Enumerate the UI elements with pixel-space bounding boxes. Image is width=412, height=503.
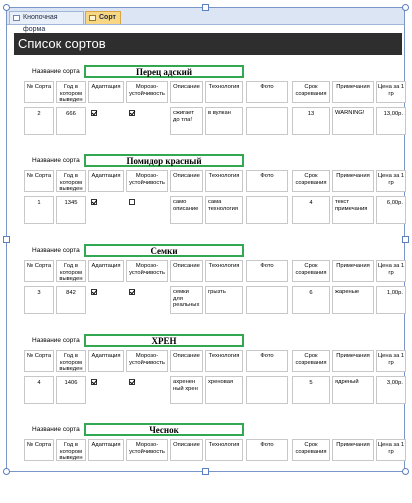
header-frost-resistance: Морозо-устойчивость xyxy=(126,439,168,461)
header-notes: Примечания xyxy=(332,260,374,282)
cell-adaptation xyxy=(88,286,124,314)
cell-ripening-period: 5 xyxy=(292,376,330,404)
name-label: Название сорта xyxy=(32,68,80,75)
header-description: Описание xyxy=(170,260,203,282)
record-section xyxy=(0,154,405,234)
header-sort-number: № Сорта xyxy=(24,170,54,192)
frost-resistance-checkbox[interactable] xyxy=(129,110,135,116)
name-label: Название сорта xyxy=(32,426,80,433)
cell-notes: жареные xyxy=(332,286,374,314)
record-section xyxy=(0,65,405,145)
cell-frost-resistance xyxy=(126,107,168,135)
cell-sort-number: 2 xyxy=(24,107,54,135)
header-price: Цена за 1 гр xyxy=(376,439,406,461)
header-year: Год в котором выведен xyxy=(56,260,86,282)
cell-photo xyxy=(246,286,288,314)
header-photo: Фото xyxy=(246,439,288,461)
header-notes: Примечания xyxy=(332,350,374,372)
header-technology: Технология xyxy=(205,439,243,461)
header-sort-number: № Сорта xyxy=(24,260,54,282)
adaptation-checkbox[interactable] xyxy=(91,199,97,205)
header-ripening-period: Срок созревания xyxy=(292,260,330,282)
cell-adaptation xyxy=(88,376,124,404)
record-section xyxy=(0,244,405,324)
cell-technology: в вулкан xyxy=(205,107,243,135)
cell-ripening-period: 6 xyxy=(292,286,330,314)
record-section xyxy=(0,423,405,503)
header-price: Цена за 1 гр xyxy=(376,260,406,282)
resize-handle-bottom-right[interactable] xyxy=(402,468,409,475)
cell-adaptation xyxy=(88,107,124,135)
header-adaptation: Адаптация xyxy=(88,81,124,103)
cell-year: 1406 xyxy=(56,376,86,404)
header-description: Описание xyxy=(170,81,203,103)
header-year: Год в котором выведен xyxy=(56,439,86,461)
header-technology: Технология xyxy=(205,350,243,372)
cell-description: ахренен ный хрен xyxy=(170,376,203,404)
frost-resistance-checkbox[interactable] xyxy=(129,199,135,205)
resize-handle-top-right[interactable] xyxy=(402,4,409,11)
resize-handle-right[interactable] xyxy=(402,236,409,243)
cell-notes: текст примечания xyxy=(332,196,374,224)
cell-description: семки для реальных xyxy=(170,286,203,314)
header-adaptation: Адаптация xyxy=(88,350,124,372)
frost-resistance-checkbox[interactable] xyxy=(129,379,135,385)
header-adaptation: Адаптация xyxy=(88,439,124,461)
name-label: Название сорта xyxy=(32,157,80,164)
cell-adaptation xyxy=(88,196,124,224)
header-technology: Технология xyxy=(205,170,243,192)
cell-price: 3,00р. xyxy=(376,376,406,404)
header-notes: Примечания xyxy=(332,81,374,103)
tab-sort-report[interactable] xyxy=(85,11,121,24)
tab-switchboard-form[interactable] xyxy=(9,11,84,33)
header-ripening-period: Срок созревания xyxy=(292,170,330,192)
header-sort-number: № Сорта xyxy=(24,350,54,372)
header-technology: Технология xyxy=(205,260,243,282)
header-frost-resistance: Морозо-устойчивость xyxy=(126,260,168,282)
header-photo: Фото xyxy=(246,81,288,103)
cell-sort-number: 1 xyxy=(24,196,54,224)
cell-year: 842 xyxy=(56,286,86,314)
cell-description: само описание xyxy=(170,196,203,224)
cell-year: 666 xyxy=(56,107,86,135)
cell-sort-number: 4 xyxy=(24,376,54,404)
header-frost-resistance: Морозо-устойчивость xyxy=(126,170,168,192)
cell-photo xyxy=(246,107,288,135)
resize-handle-left[interactable] xyxy=(3,236,10,243)
resize-handle-bottom[interactable] xyxy=(202,468,209,475)
cell-frost-resistance xyxy=(126,196,168,224)
frost-resistance-checkbox[interactable] xyxy=(129,289,135,295)
header-frost-resistance: Морозо-устойчивость xyxy=(126,81,168,103)
header-price: Цена за 1 гр xyxy=(376,81,406,103)
header-notes: Примечания xyxy=(332,439,374,461)
header-year: Год в котором выведен xyxy=(56,170,86,192)
cell-price: 1,00р. xyxy=(376,286,406,314)
header-sort-number: № Сорта xyxy=(24,439,54,461)
cell-year: 1345 xyxy=(56,196,86,224)
header-adaptation: Адаптация xyxy=(88,260,124,282)
header-photo: Фото xyxy=(246,350,288,372)
variety-name: Перец адский xyxy=(84,65,244,78)
cell-notes: ядреный xyxy=(332,376,374,404)
header-photo: Фото xyxy=(246,260,288,282)
cell-ripening-period: 13 xyxy=(292,107,330,135)
cell-photo xyxy=(246,196,288,224)
name-label: Название сорта xyxy=(32,247,80,254)
cell-frost-resistance xyxy=(126,286,168,314)
header-ripening-period: Срок созревания xyxy=(292,439,330,461)
header-description: Описание xyxy=(170,170,203,192)
header-price: Цена за 1 гр xyxy=(376,350,406,372)
header-frost-resistance: Морозо-устойчивость xyxy=(126,350,168,372)
header-ripening-period: Срок созревания xyxy=(292,81,330,103)
report-title: Список сортов xyxy=(14,33,402,55)
cell-sort-number: 3 xyxy=(24,286,54,314)
header-sort-number: № Сорта xyxy=(24,81,54,103)
variety-name: Семки xyxy=(84,244,244,257)
resize-handle-bottom-left[interactable] xyxy=(3,468,10,475)
cell-description: сжигает до тла! xyxy=(170,107,203,135)
tab-label: Сорт xyxy=(99,14,116,21)
variety-name: Чеснок xyxy=(84,423,244,436)
adaptation-checkbox[interactable] xyxy=(91,379,97,385)
name-label: Название сорта xyxy=(32,337,80,344)
cell-technology: грызть xyxy=(205,286,243,314)
record-section xyxy=(0,334,405,414)
header-year: Год в котором выведен xyxy=(56,81,86,103)
header-description: Описание xyxy=(170,350,203,372)
resize-handle-top-left[interactable] xyxy=(3,4,10,11)
adaptation-checkbox[interactable] xyxy=(91,110,97,116)
header-adaptation: Адаптация xyxy=(88,170,124,192)
cell-technology: сама технология xyxy=(205,196,243,224)
cell-technology: хреновая xyxy=(205,376,243,404)
tab-label: Кнопочная форма xyxy=(23,14,58,33)
header-price: Цена за 1 гр xyxy=(376,170,406,192)
form-icon xyxy=(13,15,20,21)
cell-ripening-period: 4 xyxy=(292,196,330,224)
header-photo: Фото xyxy=(246,170,288,192)
variety-name: ХРЕН xyxy=(84,334,244,347)
header-description: Описание xyxy=(170,439,203,461)
cell-notes: WARNING! xyxy=(332,107,374,135)
cell-frost-resistance xyxy=(126,376,168,404)
cell-price: 6,00р. xyxy=(376,196,406,224)
adaptation-checkbox[interactable] xyxy=(91,289,97,295)
cell-photo xyxy=(246,376,288,404)
header-notes: Примечания xyxy=(332,170,374,192)
cell-price: 13,00р. xyxy=(376,107,406,135)
variety-name: Помидор красный xyxy=(84,154,244,167)
report-icon xyxy=(89,15,96,21)
header-ripening-period: Срок созревания xyxy=(292,350,330,372)
header-year: Год в котором выведен xyxy=(56,350,86,372)
header-technology: Технология xyxy=(205,81,243,103)
resize-handle-top[interactable] xyxy=(202,4,209,11)
